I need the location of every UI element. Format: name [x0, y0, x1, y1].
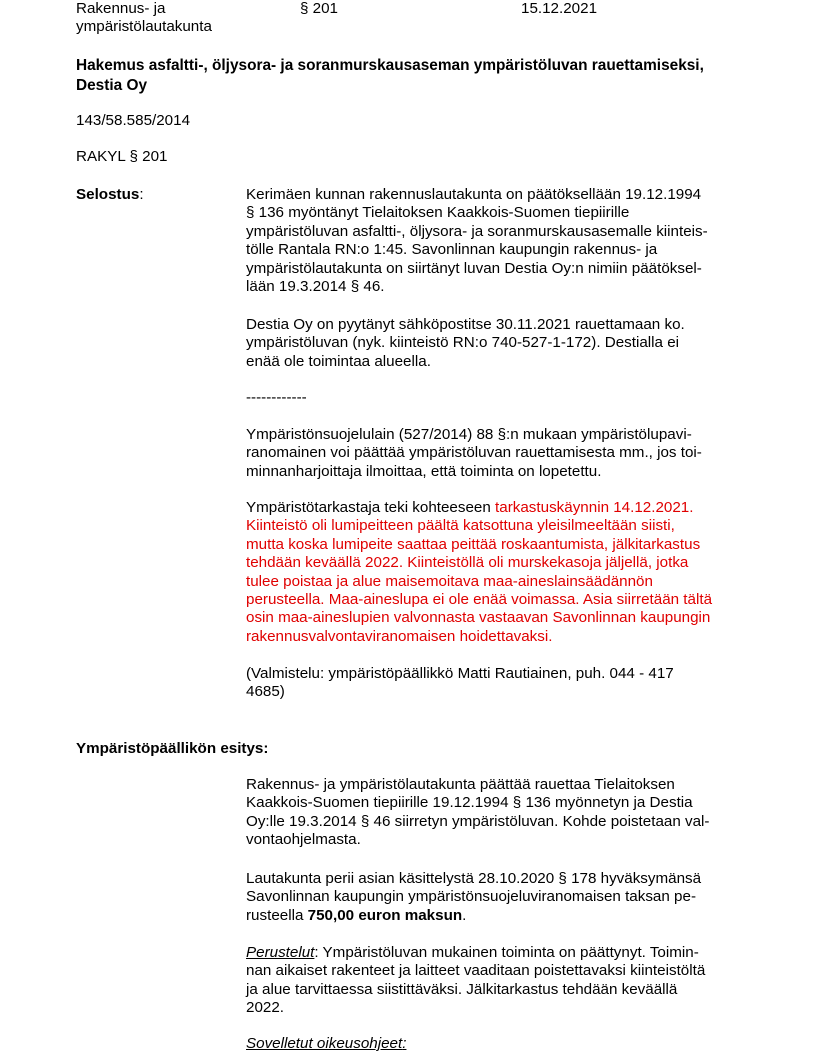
highlight-line: mutta koska lumipeite saattaa peittää roskaantumista, jälkitarkastus: [246, 535, 701, 553]
fee-suffix: .: [462, 906, 467, 924]
page-title: [76, 56, 704, 96]
text-line: enää ole toimintaa alueella.: [246, 352, 431, 370]
diary-number: 143/58.585/2014: [76, 112, 191, 129]
perustelut-text: : Ympäristöluvan mukainen toiminta on päättynyt. Toimin-: [314, 944, 699, 961]
selostus-paragraph-2: [246, 316, 685, 371]
text-line: ranomainen voi päättää ympäristöluvan rauettamisesta mm., jos toi-: [246, 444, 702, 462]
selostus-heading: Selostus:: [76, 186, 144, 203]
fee-amount: 750,00 euron maksun: [307, 906, 463, 924]
selostus-paragraph-4: [246, 499, 712, 646]
highlight-line: perusteella. Maa-aineslupa ei ole enää voimassa. Asia siirretään tältä: [246, 591, 713, 609]
text-line: Savonlinnan kaupungin ympäristönsuojeluviranomaisen taksan pe-: [246, 888, 696, 906]
text-line: Lautakunta perii asian käsittelystä 28.10.2020 § 178 hyväksymänsä: [246, 870, 702, 887]
selostus-paragraph-1: [246, 186, 708, 296]
title-line-2: Destia Oy: [76, 77, 148, 94]
highlight-line: tehdään keväällä 2022. Kiinteistöllä oli murskekasoja jäljellä, jotka: [246, 554, 689, 572]
rakyl-reference: RAKYL § 201: [76, 148, 168, 165]
selostus-label: Selostus: [76, 186, 140, 203]
text-line: 4685): [246, 683, 285, 701]
text-line: Oy:lle 19.3.2014 § 46 siirretyn ympäristöluvan. Kohde poistetaan val-: [246, 812, 710, 830]
committee-line-1: Rakennus- ja: [76, 0, 166, 17]
sovelletut-heading: [246, 1035, 406, 1053]
text-line: ympäristölautakunta on siirtänyt luvan Destia Oy:n nimiin päätöksel-: [246, 259, 702, 277]
text-line: ja alue tarvittaessa siistittäväksi. Jälkitarkastus tehdään keväällä: [246, 980, 678, 998]
text-line: Rakennus- ja ympäristölautakunta päättää rauettaa Tielaitoksen: [246, 776, 675, 793]
perustelut-paragraph: [246, 944, 705, 1018]
esitys-heading: Ympäristöpäällikön esitys:: [76, 740, 269, 757]
text-line: Kaakkois-Suomen tiepiirille 19.12.1994 § 136 myönnetyn ja Destia: [246, 794, 693, 812]
text-line: [246, 907, 701, 925]
text-line: [246, 499, 712, 517]
fee-prefix: rusteella: [246, 906, 308, 924]
highlight-line: Kiinteistö oli lumipeitteen päältä katsottuna yleisilmeeltään siisti,: [246, 517, 675, 535]
committee-line-2: ympäristölautakunta: [76, 18, 212, 36]
sovelletut-colon: :: [402, 1035, 407, 1052]
text-line: ympäristöluvan (nyk. kiinteistö RN:o 740-527-1-172). Destialla ei: [246, 334, 680, 352]
committee-name: [76, 0, 212, 37]
text-line: Kerimäen kunnan rakennuslautakunta on päätöksellään 19.12.1994: [246, 186, 702, 203]
text-line: Ympäristönsuojelulain (527/2014) 88 §:n mukaan ympäristölupavi-: [246, 426, 692, 443]
selostus-paragraph-3: [246, 426, 702, 481]
esitys-paragraph-1: [246, 776, 709, 850]
highlight-line: osin maa-aineslupien valvonnasta vastaavan Savonlinnan kaupungin: [246, 609, 711, 627]
preparer-note: [246, 665, 674, 702]
dashed-separator: ------------: [246, 389, 307, 406]
text-line: § 136 myöntänyt Tielaitoksen Kaakkois-Suomen tiepiirille: [246, 204, 630, 222]
sovelletut-label: Sovelletut oikeusohjeet: [246, 1035, 403, 1052]
highlight-line: tulee poistaa ja alue maisemoitava maa-aineslainsäädännön: [246, 572, 653, 590]
highlight-line: rakennusvalvontaviranomaisen hoidettavaksi.: [246, 627, 553, 645]
title-line-1: Hakemus asfaltti-, öljysora- ja soranmurskausaseman ympäristöluvan rauettamiseksi,: [76, 57, 704, 74]
text-line: [246, 944, 705, 962]
text-line: lään 19.3.2014 § 46.: [246, 278, 385, 296]
text-line: nan aikaiset rakenteet ja laitteet vaaditaan poistettavaksi kiinteistöltä: [246, 962, 706, 980]
section-number: § 201: [300, 0, 339, 17]
inspection-highlight: tarkastuskäynnin 14.12.2021.: [495, 499, 694, 516]
perustelut-label: Perustelut: [246, 944, 315, 961]
text-line: 2022.: [246, 999, 285, 1017]
text-line: tölle Rantala RN:o 1:45. Savonlinnan kaupungin rakennus- ja: [246, 241, 658, 259]
text-line: (Valmistelu: ympäristöpäällikkö Matti Rautiainen, puh. 044 - 417: [246, 665, 674, 682]
text-line: Destia Oy on pyytänyt sähköpostitse 30.11.2021 rauettamaan ko.: [246, 316, 685, 333]
text-line: vontaohjelmasta.: [246, 831, 361, 849]
inspection-intro: Ympäristötarkastaja teki kohteeseen: [246, 499, 496, 516]
text-line: ympäristöluvan asfaltti-, öljysora- ja soranmurskausasemalle kiinteis-: [246, 222, 708, 240]
meeting-date: 15.12.2021: [521, 0, 598, 17]
text-line: minnanharjoittaja ilmoittaa, että toiminta on lopetettu.: [246, 462, 602, 480]
esitys-paragraph-2: [246, 870, 701, 925]
